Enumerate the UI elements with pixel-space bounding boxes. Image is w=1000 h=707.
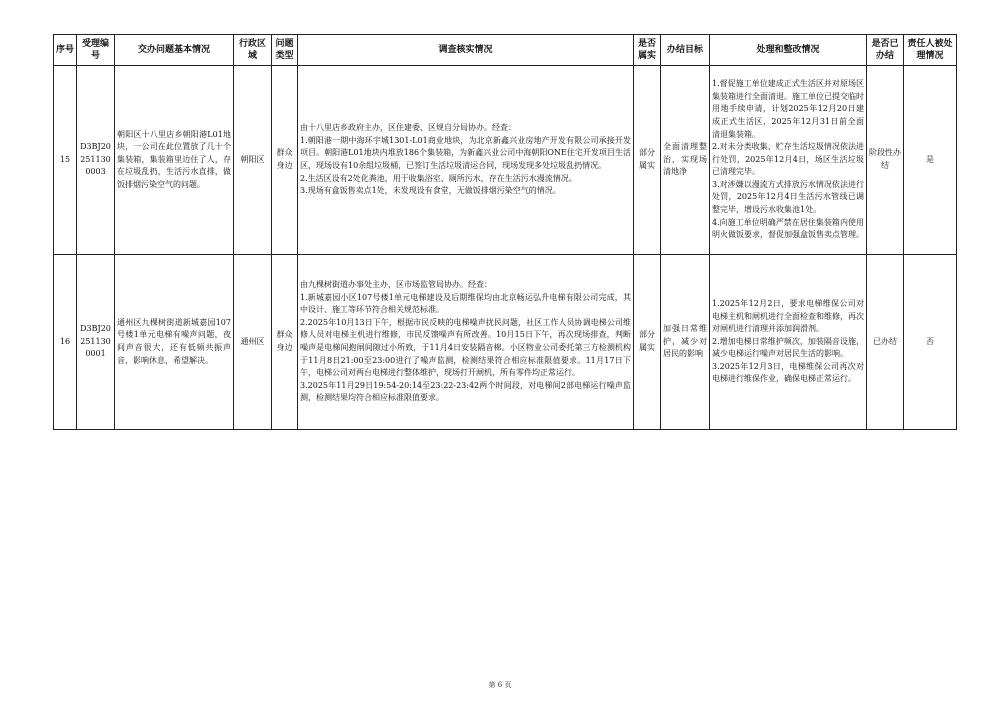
- investigation-line: 1.朝阳港一期中海环宇城1301-L01商业地块，为北京新鑫兴业房地产开发有限公司承接开发项目。朝阳港L01地块内堆放186个集装箱，为新鑫兴业公司中海朝阳ONE住宅开发项目生活区，现场设有10余组垃圾桶，已签订生活垃圾清运合同，现场发现多处垃圾乱扔情况。: [300, 135, 631, 170]
- investigation-line: 由十八里店乡政府主办，区住建委、区规自分局协办。经查：: [300, 123, 516, 133]
- header-type: 问题类型: [272, 35, 298, 66]
- row-truth: 部分属实: [634, 66, 661, 255]
- row-closed: 已办结: [867, 255, 904, 430]
- row-responsible: 否: [904, 255, 957, 430]
- header-investigation: 调查核实情况: [298, 35, 634, 66]
- row-type: 群众身边: [272, 66, 298, 255]
- row-code: D3BJ202511300001: [77, 255, 115, 430]
- handling-line: 1.2025年12月2日，要求电梯维保公司对电梯主机和闸机进行全面检查和维修，再次对闸机进行清理并添加润滑剂。: [712, 298, 864, 334]
- handling-line: 3.对涉嫌以漫流方式排放污水情况依法进行处罚，2025年12月4日生活污水管线已调整完毕，增设污水收集池1处。: [712, 179, 864, 215]
- row-handling: [710, 255, 867, 430]
- handling-line: 3.2025年12月3日，电梯维保公司再次对电梯进行维保作业，确保电梯正常运行。: [712, 361, 864, 384]
- page-number: 第 6 页: [488, 681, 512, 689]
- header-code: 受理编号: [77, 35, 115, 66]
- header-closed: 是否已办结: [867, 35, 904, 66]
- row-handling: [710, 66, 867, 255]
- handling-line: 2.对未分类收集、贮存生活垃圾情况依法进行处罚，2025年12月4日，场区生活垃圾已清理完毕。: [712, 142, 864, 177]
- row-goal: 全面清理整治，实现场清地净: [661, 66, 710, 255]
- header-no: 序号: [54, 35, 77, 66]
- header-goal: 办结目标: [661, 35, 710, 66]
- row-goal: 加强日常维护，减少对居民的影响: [661, 255, 710, 430]
- investigation-line: 3.2025年11月29日19:54-20:14至23:22-23:42两个时间段，对电梯间2部电梯运行噪声监测，检测结果均符合相应标准限值要求。: [300, 380, 631, 403]
- row-responsible: 是: [904, 66, 957, 255]
- investigation-line: 2.2025年10月13日下午，根据市民反映的电梯噪声扰民问题，社区工作人员协调电梯公司维修人员对电梯主机进行维修，市民反馈噪声有所改善。10月15日下午，再次现场排查，判断噪声是电梯间抱闸间隙过小所致，于11月4日安装隔音棉。小区物业公司委托第三方检测机构于11月8日21:00至23:00进行了噪声监测，检测结果符合相应标准限值要求。11月17日下午，电梯公司对两台电梯进行整体维护，现场打开闸机，所有零件均正常运行。: [300, 317, 631, 378]
- row-problem: 通州区九棵树街道新城嘉园107号楼1单元电梯有噪声问题，夜间声音很大，还有低频共振声音，影响休息，希望解决。: [115, 255, 234, 430]
- header-truth: 是否属实: [634, 35, 661, 66]
- investigation-line: 1.新城嘉园小区107号楼1单元电梯建设及后期维保均由北京畅运弘升电梯有限公司完成，其中设计、施工等环节符合相关规范标准。: [300, 292, 631, 315]
- handling-line: 4.向施工单位明确严禁在居住集装箱内使用明火做饭要求，督促加强盒饭售卖点管理。: [712, 217, 864, 240]
- row-truth: 部分属实: [634, 255, 661, 430]
- handling-line: 2.增加电梯日常维护频次，加装隔音设施，减少电梯运行噪声对居民生活的影响。: [712, 336, 864, 359]
- row-closed: 阶段性办结: [867, 66, 904, 255]
- header-responsible: 责任人被处理情况: [904, 35, 957, 66]
- header-row: [54, 35, 957, 66]
- row-investigation: [298, 255, 634, 430]
- investigation-line: 3.现场有盒饭售卖点1处，未发现设有食堂，无做饭排烟污染空气的情况。: [300, 186, 561, 196]
- row-investigation: [298, 66, 634, 255]
- handling-line: 1.督促施工单位建成正式生活区并对原场区集装箱进行全面清退。施工单位已提交临时用地手续申请，计划2025年12月20日建成正式生活区，2025年12月31日前全面清退集装箱。: [712, 79, 864, 139]
- header-problem: 交办问题基本情况: [115, 35, 234, 66]
- row-district: 通州区: [234, 255, 272, 430]
- row-problem: 朝阳区十八里店乡朝阳港L01地块，一公司在此位置放了几十个集装箱，集装箱里边住了人，存在垃圾乱扔，生活污水直排，做饭排烟污染空气的问题。: [115, 66, 234, 255]
- header-district: 行政区域: [234, 35, 272, 66]
- report-table: [53, 34, 957, 430]
- table-row: [54, 255, 957, 430]
- row-district: 朝阳区: [234, 66, 272, 255]
- table-row: [54, 66, 957, 255]
- investigation-line: 由九棵树街道办事处主办，区市场监管局协办。经查：: [300, 280, 492, 290]
- row-code: D3BJ202511300003: [77, 66, 115, 255]
- row-type: 群众身边: [272, 255, 298, 430]
- row-no: 15: [54, 66, 77, 255]
- row-no: 16: [54, 255, 77, 430]
- investigation-line: 2.生活区设有2处化粪池，用于收集浴室、厕所污水，存在生活污水漫流情况。: [300, 173, 577, 183]
- header-handling: 处理和整改情况: [710, 35, 867, 66]
